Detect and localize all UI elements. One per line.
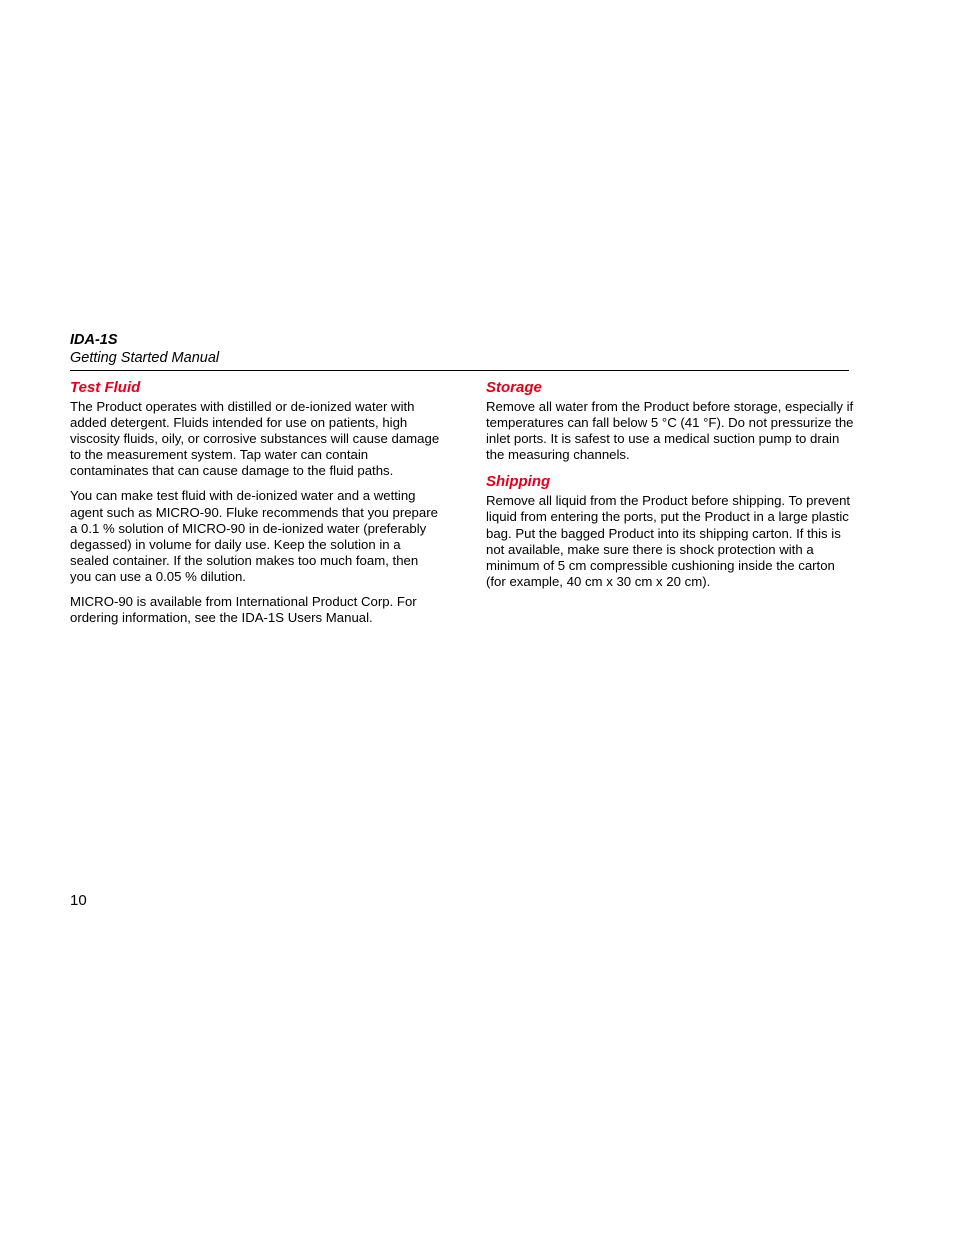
shipping-heading: Shipping (486, 473, 551, 491)
right-column (486, 378, 854, 599)
test-fluid-paragraph-2: You can make test fluid with de-ionized water and a wetting agent such as MICRO-90. Fluke recommends that you prepare a 0.1 % solution of MICRO-90 in de-ionized water (preferably degassed) in volume for daily use. Keep the solution in a sealed container. If the solution makes too much foam, then you can use a 0.05 % dilution. (70, 488, 438, 584)
left-column (70, 378, 442, 635)
page-number: 10 (70, 892, 87, 909)
page-header (70, 331, 849, 371)
document-title: IDA-1S (70, 332, 118, 348)
shipping-paragraph: Remove all liquid from the Product before shipping. To prevent liquid from entering the ports, put the Product in a large plastic bag. Put the bagged Product into its shipping carton. If this is not available, make sure there is shock protection with a minimum of 5 cm compressible cushioning inside the carton (for example, 40 cm x 30 cm x 20 cm). (486, 493, 851, 589)
test-fluid-heading: Test Fluid (70, 379, 141, 396)
storage-heading: Storage (486, 379, 542, 396)
storage-paragraph: Remove all water from the Product before storage, especially if temperatures can fall below 5 °C (41 °F). Do not pressurize the inlet ports. It is safest to use a medical suction pump to drain the measuring channels. (486, 399, 854, 463)
test-fluid-paragraph-1: The Product operates with distilled or de-ionized water with added detergent. Fluids intended for use on patients, high viscosity fluids, oily, or corrosive substances will cause damage to the measurement system. Tap water can contain contaminates that can cause damage to the fluid paths. (70, 399, 440, 479)
document-subtitle: Getting Started Manual (70, 350, 220, 366)
test-fluid-paragraph-3: MICRO-90 is available from International Product Corp. For ordering information, see the IDA-1S Users Manual. (70, 594, 417, 626)
